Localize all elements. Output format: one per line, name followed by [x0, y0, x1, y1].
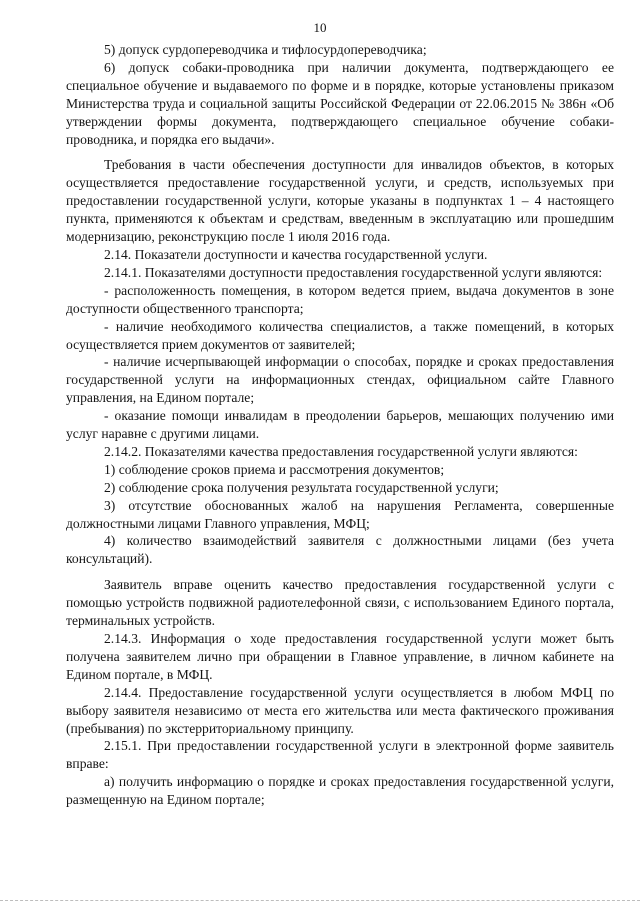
list-item: - наличие необходимого количества специалистов, а также помещений, в которых осуществляется прием документов от заявителей; — [66, 318, 614, 352]
section-heading-2-14: 2.14. Показатели доступности и качества государственной услуги. — [104, 246, 488, 262]
list-item: 2) соблюдение срока получения результата государственной услуги; — [104, 479, 499, 495]
paragraph-2-14-3: 2.14.3. Информация о ходе предоставления государственной услуги может быть получена заявителем лично при обращении в Главное управление, в личном кабинете на Едином портале, в МФЦ. — [66, 631, 614, 682]
paragraph-item-5: 5) допуск сурдопереводчика и тифлосурдопереводчика; — [104, 42, 427, 57]
page-bottom-rule — [0, 900, 640, 902]
list-item: - оказание помощи инвалидам в преодолении барьеров, мешающих получению ими услуг наравне с другими лицами. — [66, 408, 614, 442]
paragraph-2-14-2: 2.14.2. Показателями качества предоставления государственной услуги являются: — [104, 443, 578, 459]
page-number: 10 — [313, 20, 327, 35]
paragraph-item-6: 6) допуск собаки-проводника при наличии документа, подтверждающего ее специальное обучение и выдаваемого по форме и в порядке, которые установлены приказом Министерства труда и социальной защиты Российской Федерации от 22.06.2015 № 386н «Об утверждении формы документа, подтверждающего специальное обучение собаки-проводника, и порядка его выдачи». — [66, 59, 614, 147]
paragraph-2-14-4: 2.14.4. Предоставление государственной услуги осуществляется в любом МФЦ по выбору заявителя независимо от места его жительства или места фактического проживания (пребывания) по экстерриториальному принципу. — [66, 684, 614, 736]
list-item: - наличие исчерпывающей информации о способах, порядке и сроках предоставления государственной услуги на информационных стендах, официальном сайте Главного управления, на Едином портале; — [66, 354, 614, 406]
list-item: 3) отсутствие обоснованных жалоб на нарушения Регламента, совершенные должностными лицами Главного управления, МФЦ; — [66, 497, 614, 531]
paragraph-requirements: Требования в части обеспечения доступности для инвалидов объектов, в которых осуществляется предоставление государственной услуги, и средств, используемых при предоставлении государственной услуги, которые указаны в подпунктах 1 – 4 настоящего пункта, применяются к объектам и средствам, введенным в эксплуатацию или прошедшим модернизацию, реконструкцию после 1 июля 2016 года. — [66, 157, 614, 245]
document-body — [66, 41, 614, 809]
paragraph-quality-assessment: Заявитель вправе оценить качество предоставления государственной услуги с помощью устройств подвижной радиотелефонной связи, с использованием Единого портала, терминальных устройств. — [66, 577, 614, 629]
list-item: - расположенность помещения, в котором ведется прием, выдача документов в зоне доступности общественного транспорта; — [66, 282, 614, 316]
list-item: 4) количество взаимодействий заявителя с должностными лицами (без учета консультаций). — [66, 533, 614, 567]
list-item: а) получить информацию о порядке и сроках предоставления государственной услуги, размещенную на Едином портале; — [66, 774, 614, 808]
paragraph-2-14-1: 2.14.1. Показателями доступности предоставления государственной услуги являются: — [104, 264, 603, 280]
list-item: 1) соблюдение сроков приема и рассмотрения документов; — [104, 461, 445, 477]
paragraph-2-15-1: 2.15.1. При предоставлении государственной услуги в электронной форме заявитель вправе: — [66, 738, 614, 772]
